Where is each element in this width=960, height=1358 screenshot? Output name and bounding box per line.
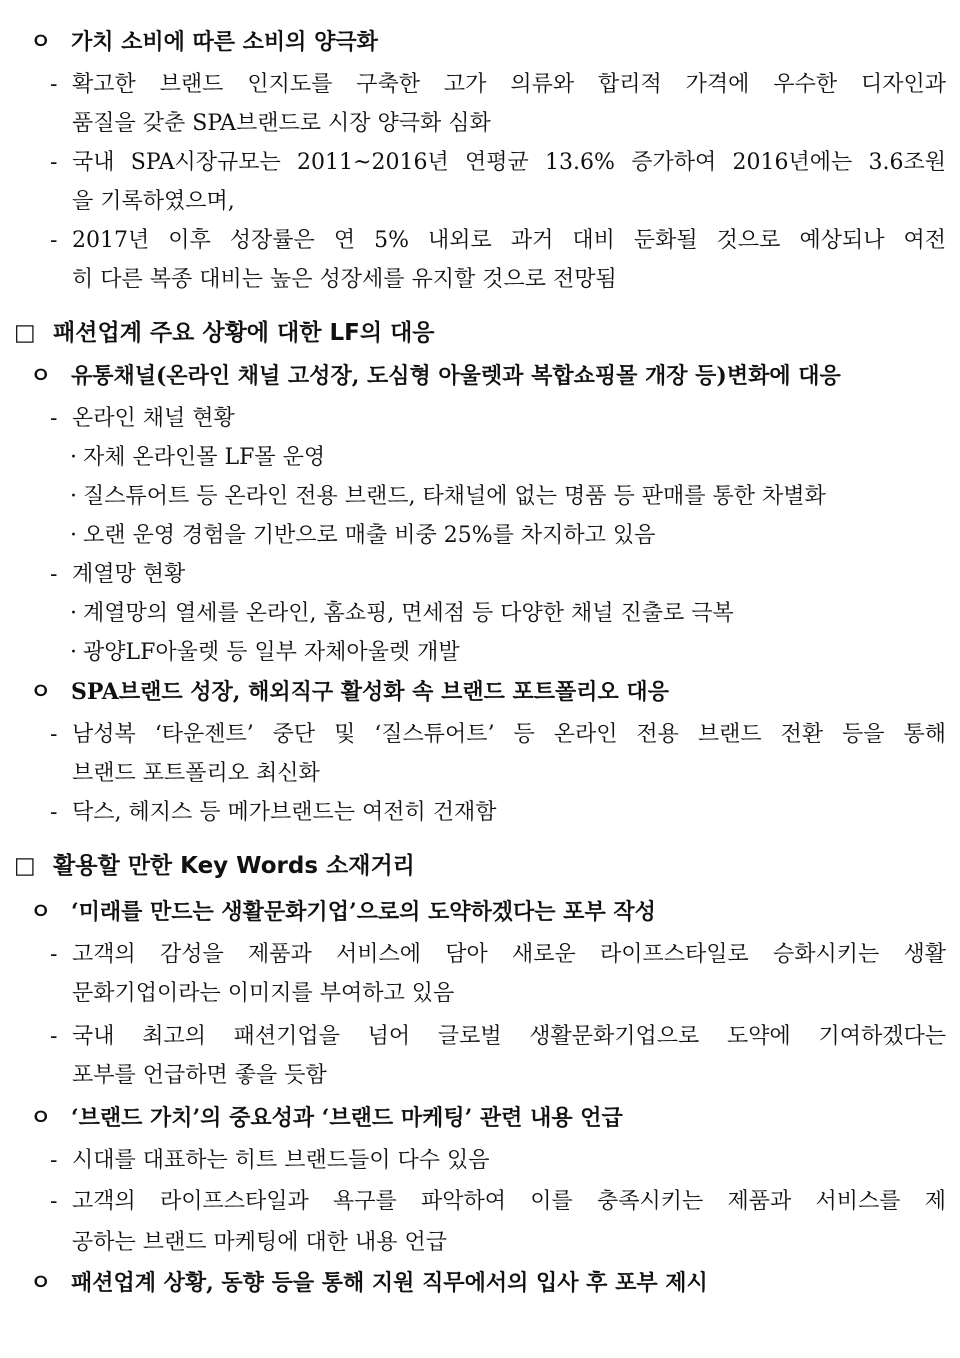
- dash-bullet: -: [50, 1189, 58, 1214]
- item-title-row: [30, 361, 841, 392]
- dash-bullet: -: [50, 722, 58, 747]
- bullet-text: 온라인 채널 현황: [72, 406, 235, 431]
- bullet-text: 확고한 브랜드 인지도를 구축한 고가 의류와 합리적 가격에 우수한 디자인과: [72, 72, 946, 97]
- dash-bullet: -: [50, 228, 58, 253]
- bullet-text-continued: 브랜드 포트폴리오 최신화: [72, 761, 320, 786]
- dot-bullet: ·: [70, 523, 77, 548]
- item-title: 유통채널(온라인 채널 고성장, 도심형 아울렛과 복합쇼핑몰 개장 등)변화에 대응: [70, 363, 841, 389]
- bullet-text-continued: 품질을 갖춘 SPA브랜드로 시장 양극화 심화: [72, 111, 491, 136]
- item-title: 패션업계 상황, 동향 등을 통해 지원 직무에서의 입사 후 포부 제시: [70, 1270, 708, 1296]
- item-title-row: [30, 27, 378, 58]
- dot-bullet: ·: [70, 445, 77, 470]
- bullet-text-continued: 공하는 브랜드 마케팅에 대한 내용 언급: [72, 1230, 447, 1255]
- sub-bullet-row: [70, 482, 826, 512]
- dash-bullet: -: [50, 562, 58, 587]
- dash-bullet: -: [50, 1148, 58, 1173]
- sub-bullet-row: [70, 443, 325, 473]
- bullet-text: 계열망 현황: [72, 562, 186, 587]
- dot-bullet: ·: [70, 640, 77, 665]
- sub-bullet-row: [70, 521, 655, 551]
- sub-bullet-text: 광양LF아울렛 등 일부 자체아울렛 개발: [83, 640, 460, 665]
- bullet-text: 2017년 이후 성장률은 연 5% 내외로 과거 대비 둔화될 것으로 예상되나 여전: [72, 228, 946, 253]
- dash-bullet: -: [50, 1024, 58, 1049]
- circle-bullet-icon: ㅇ: [30, 364, 52, 389]
- bullet-text: 국내 최고의 패션기업을 넘어 글로벌 생활문화기업으로 도약에 기여하겠다는: [72, 1024, 946, 1049]
- circle-bullet-icon: ㅇ: [30, 1271, 52, 1296]
- item-title-row: [30, 897, 656, 928]
- dash-bullet: -: [50, 800, 58, 825]
- item-title-row: [30, 677, 669, 708]
- sub-bullet-text: 자체 온라인몰 LF몰 운영: [83, 445, 326, 470]
- dash-bullet: -: [50, 150, 58, 175]
- bullet-text: 시대를 대표하는 히트 브랜드들이 다수 있음: [72, 1148, 490, 1173]
- bullet-text: 국내 SPA시장규모는 2011~2016년 연평균 13.6% 증가하여 2016년에는 3.6조원: [72, 150, 946, 175]
- square-bullet-icon: □: [14, 320, 36, 346]
- dash-bullet: -: [50, 406, 58, 431]
- item-title-row: [30, 1268, 708, 1299]
- bullet-text: 고객의 라이프스타일과 욕구를 파악하여 이를 충족시키는 제품과 서비스를 제: [72, 1189, 946, 1214]
- bullet-text-continued: 문화기업이라는 이미지를 부여하고 있음: [72, 981, 455, 1006]
- sub-bullet-row: [70, 638, 460, 668]
- circle-bullet-icon: ㅇ: [30, 30, 52, 55]
- sub-bullet-text: 오랜 운영 경험을 기반으로 매출 비중 25%를 차지하고 있음: [83, 523, 656, 548]
- bullet-text: 남성복 ‘타운젠트’ 중단 및 ‘질스튜어트’ 등 온라인 전용 브랜드 전환 등을 통해: [72, 722, 946, 747]
- bullet-text-continued: 을 기록하였으며,: [72, 189, 235, 214]
- item-title: ‘브랜드 가치’의 중요성과 ‘브랜드 마케팅’ 관련 내용 언급: [70, 1105, 623, 1131]
- section-heading: 활용할 만한 Key Words 소재거리: [53, 853, 415, 879]
- sub-bullet-text: 계열망의 열세를 온라인, 홈쇼핑, 면세점 등 다양한 채널 진출로 극복: [83, 601, 734, 626]
- item-title: 가치 소비에 따른 소비의 양극화: [70, 29, 378, 55]
- square-bullet-icon: □: [14, 853, 36, 879]
- dash-bullet: -: [50, 942, 58, 967]
- item-title-row: [30, 1103, 623, 1134]
- dot-bullet: ·: [70, 601, 77, 626]
- circle-bullet-icon: ㅇ: [30, 680, 52, 705]
- bullet-text: 고객의 감성을 제품과 서비스에 담아 새로운 라이프스타일로 승화시키는 생활: [72, 942, 946, 967]
- circle-bullet-icon: ㅇ: [30, 1106, 52, 1131]
- dot-bullet: ·: [70, 484, 77, 509]
- item-title: ‘미래를 만드는 생활문화기업’으로의 도약하겠다는 포부 작성: [70, 899, 656, 925]
- bullet-text-continued: 포부를 언급하면 좋을 듯함: [72, 1063, 327, 1088]
- circle-bullet-icon: ㅇ: [30, 900, 52, 925]
- sub-bullet-row: [70, 599, 734, 629]
- item-title: SPA브랜드 성장, 해외직구 활성화 속 브랜드 포트폴리오 대응: [70, 679, 669, 705]
- bullet-text-continued: 히 다른 복종 대비는 높은 성장세를 유지할 것으로 전망됨: [72, 267, 617, 292]
- sub-bullet-text: 질스튜어트 등 온라인 전용 브랜드, 타채널에 없는 명품 등 판매를 통한 차별화: [83, 484, 826, 509]
- bullet-text: 닥스, 헤지스 등 메가브랜드는 여전히 건재함: [72, 800, 497, 825]
- section-heading-row: [14, 851, 415, 881]
- section-heading: 패션업계 주요 상황에 대한 LF의 대응: [53, 320, 435, 346]
- section-heading-row: [14, 318, 435, 348]
- dash-bullet: -: [50, 72, 58, 97]
